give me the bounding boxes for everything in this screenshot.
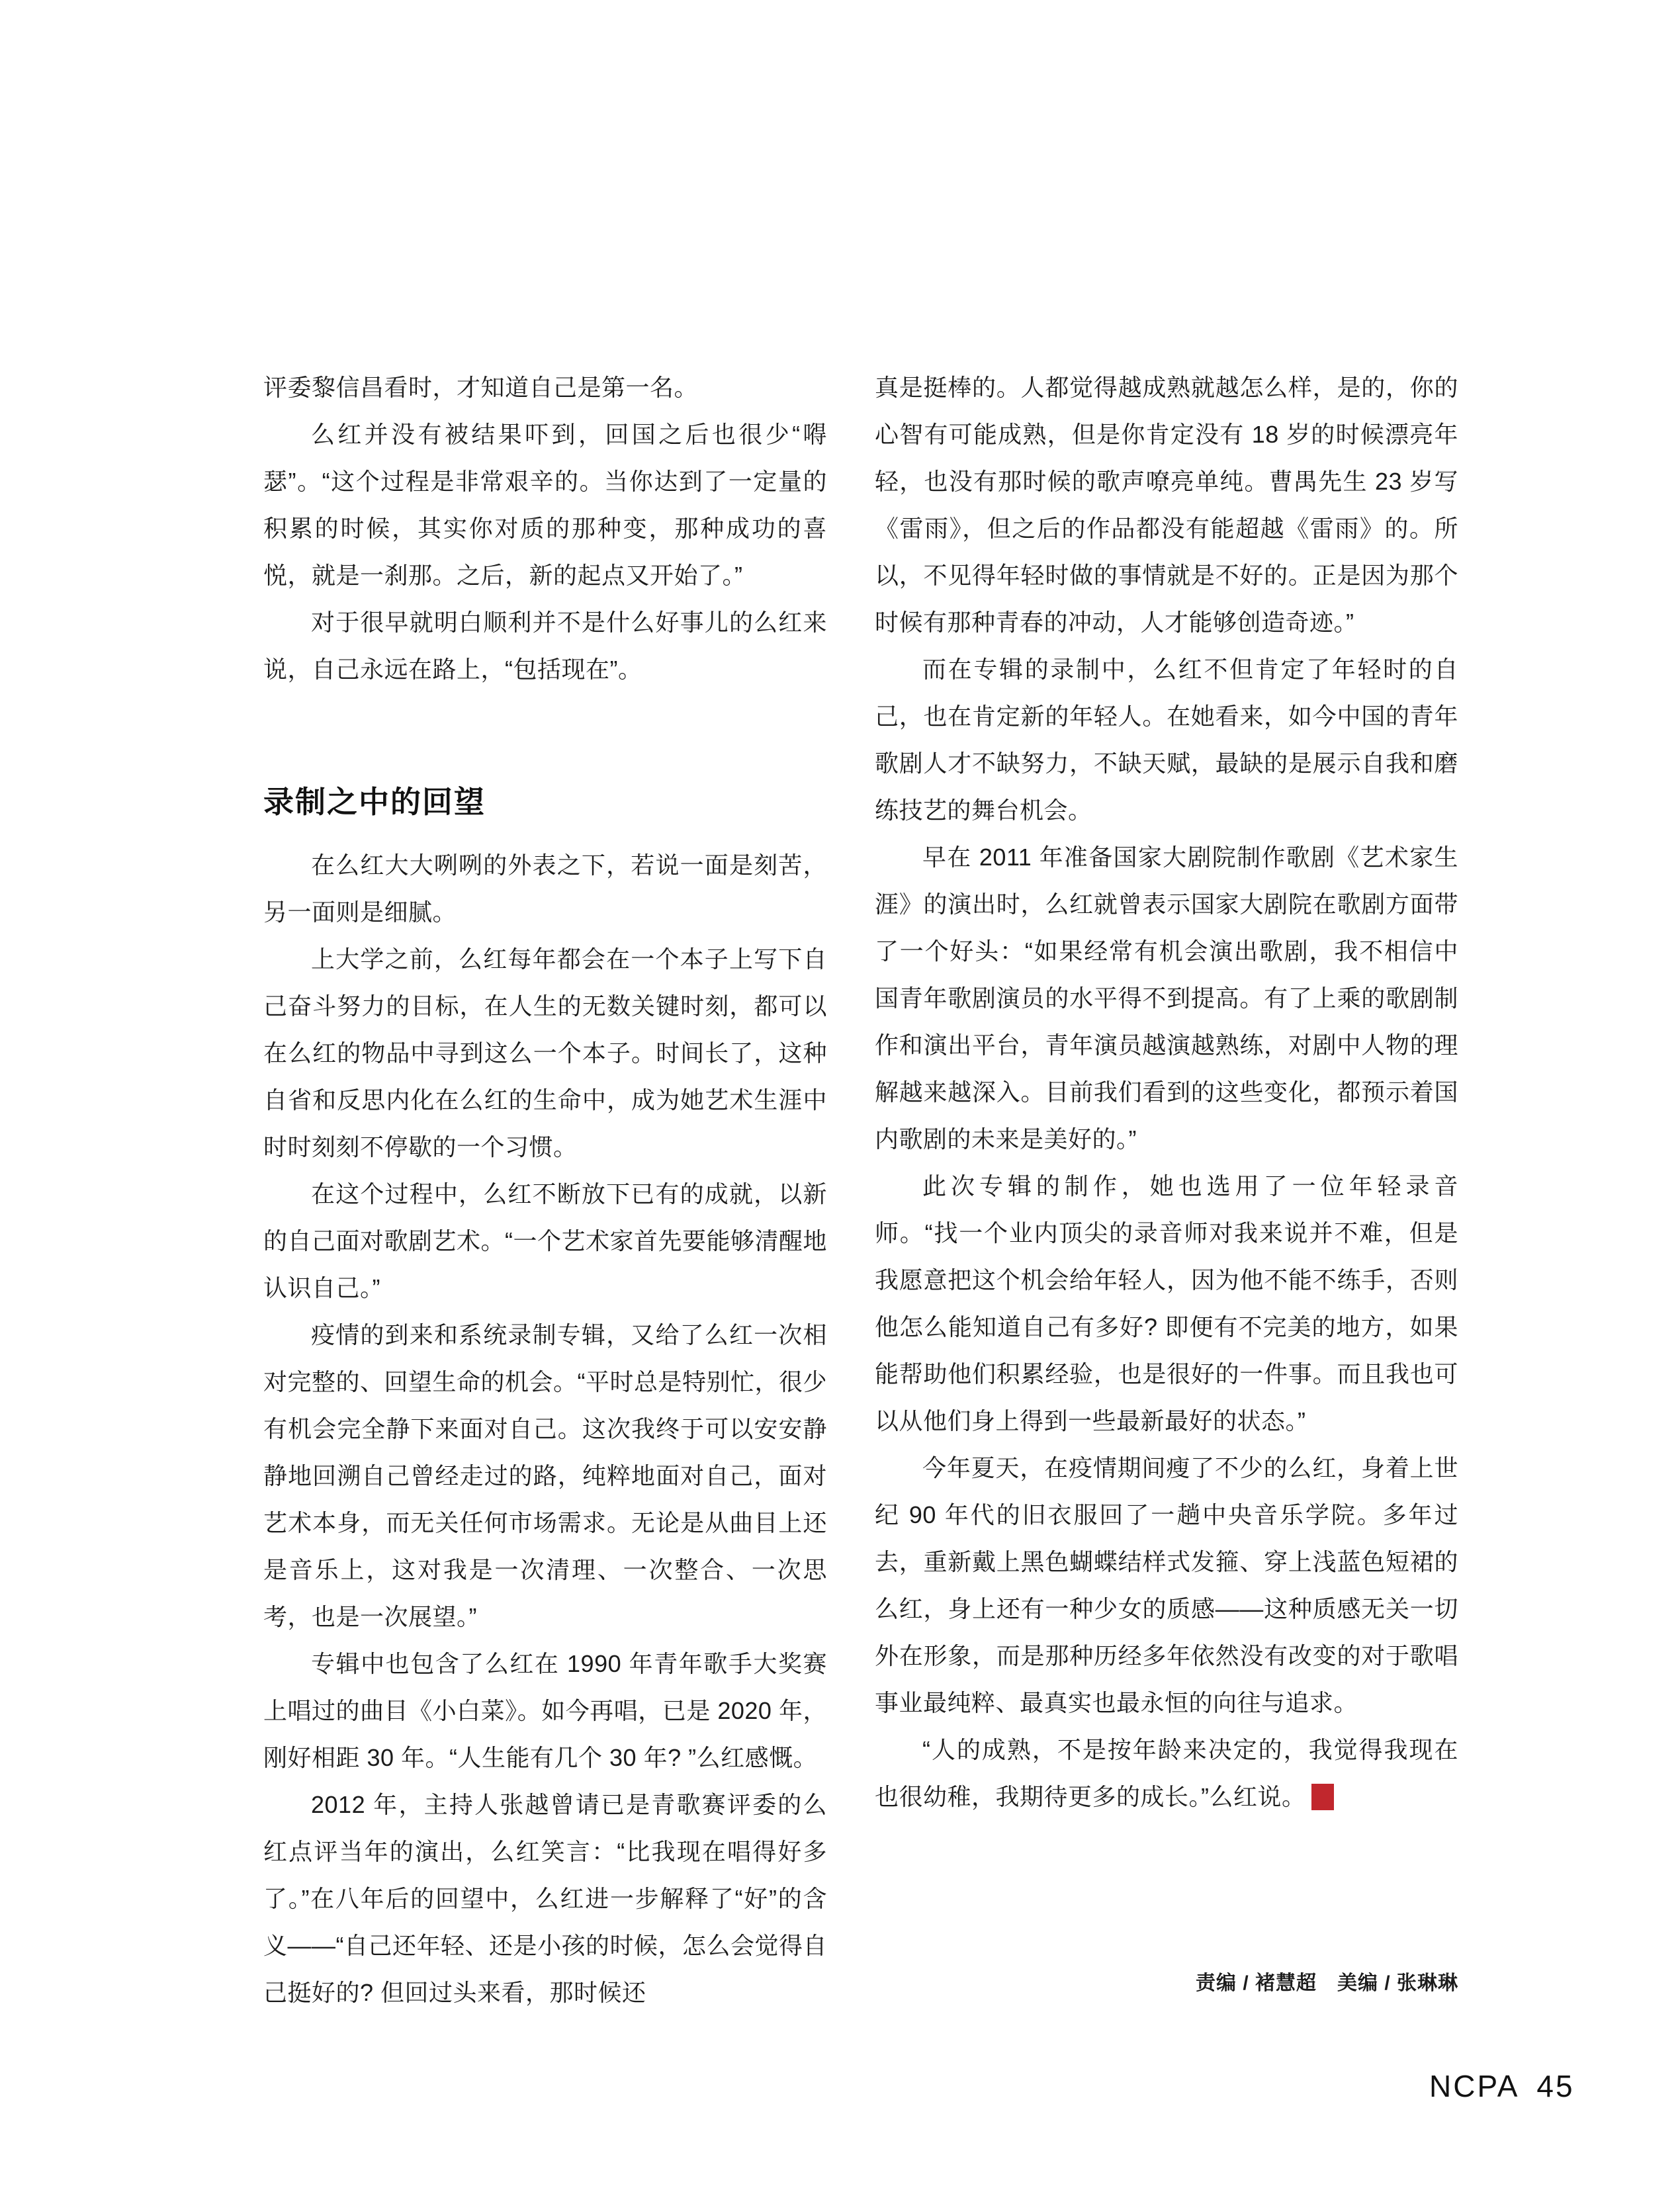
ncpa-seal-icon (1311, 1784, 1425, 1812)
left-column-top (263, 364, 827, 693)
page-footer (1429, 2068, 1575, 2104)
paragraph: 上大学之前，么红每年都会在一个本子上写下自己奋斗努力的目标，在人生的无数关键时刻，都可以在么红的物品中寻到这么一个本子。时间长了，这种自省和反思内化在么红的生命中，成为她艺术生涯中时时刻刻不停歇的一个习惯。 (263, 945, 827, 1160)
footer-page-number: 45 (1536, 2069, 1575, 2103)
paragraph: 今年夏天，在疫情期间瘦了不少的么红，身着上世纪 90 年代的旧衣服回了一趟中央音乐学院。多年过去，重新戴上黑色蝴蝶结样式发箍、穿上浅蓝色短裙的么红，身上还有一种少女的质感——这种质感无关一切外在形象，而是那种历经多年依然没有改变的对于歌唱事业最纯粹、最真实也最永恒的向往与追求。 (875, 1454, 1458, 1716)
footer-brand: NCPA (1429, 2069, 1520, 2103)
paragraph: 专辑中也包含了么红在 1990 年青年歌手大奖赛上唱过的曲目《小白菜》。如今再唱，已是 2020 年，刚好相距 30 年。“人生能有几个 30 年? ”么红感慨。 (263, 1650, 827, 1771)
paragraph: 在这个过程中，么红不断放下已有的成就，以新的自己面对歌剧艺术。“一个艺术家首先要能够清醒地认识自己。” (263, 1180, 827, 1301)
paragraph: 2012 年，主持人张越曾请已是青歌赛评委的么红点评当年的演出，么红笑言：“比我现在唱得好多了。”在八年后的回望中，么红进一步解释了“好”的含义——“自己还年轻、还是小孩的时候，怎么会觉得自己挺好的? 但回过头来看，那时候还 (263, 1791, 827, 2006)
paragraph: 此次专辑的制作，她也选用了一位年轻录音师。“找一个业内顶尖的录音师对我来说并不难，但是我愿意把这个机会给年轻人，因为他不能不练手，否则他怎么能知道自己有多好? 即便有不完美的地方，如果能帮助他们积累经验，也是很好的一件事。而且我也可以从他们身上得到一些最新最好的状态。” (875, 1172, 1458, 1434)
right-column (875, 364, 1458, 1820)
paragraph: 评委黎信昌看时，才知道自己是第一名。 (263, 374, 699, 401)
paragraph: 在么红大大咧咧的外表之下，若说一面是刻苦，另一面则是细腻。 (263, 852, 827, 926)
paragraph: 早在 2011 年准备国家大剧院制作歌剧《艺术家生涯》的演出时，么红就曾表示国家大剧院在歌剧方面带了一个好头：“如果经常有机会演出歌剧，我不相信中国青年歌剧演员的水平得不到提高。有了上乘的歌剧制作和演出平台，青年演员越演越熟练，对剧中人物的理解越来越深入。目前我们看到的这些变化，都预示着国内歌剧的未来是美好的。” (875, 844, 1458, 1153)
paragraph-text: “人的成熟，不是按年龄来决定的，我觉得我现在也很幼稚，我期待更多的成长。”么红说。 (875, 1736, 1458, 1810)
paragraph: 而在专辑的录制中，么红不但肯定了年轻时的自己，也在肯定新的年轻人。在她看来，如今中国的青年歌剧人才不缺努力，不缺天赋，最缺的是展示自我和磨练技艺的舞台机会。 (875, 656, 1458, 824)
left-column-bottom (263, 842, 827, 2016)
ncpa-seal-line2: PA (1358, 1799, 1375, 1812)
paragraph: 么红并没有被结果吓到，回国之后也很少“嘚瑟”。“这个过程是非常艰辛的。当你达到了一定量的积累的时候，其实你对质的那种变，那种成功的喜悦，就是一刹那。之后，新的起点又开始了。” (263, 421, 827, 589)
paragraph: 真是挺棒的。人都觉得越成熟就越怎么样，是的，你的心智有可能成熟，但是你肯定没有 18 岁的时候漂亮年轻，也没有那时候的歌声嘹亮单纯。曹禺先生 23 岁写《雷雨》，但之后的作品都没有能超越《雷雨》的。所以，不见得年轻时做的事情就是不好的。正是因为那个时候有那种青春的冲动，人才能够创造奇迹。” (875, 374, 1458, 636)
ncpa-seal-line1: NC (1359, 1784, 1426, 1799)
section-heading: 录制之中的回望 (263, 785, 486, 820)
credits-line: 责编 / 褚慧超 美编 / 张琳琳 (1195, 1972, 1458, 1994)
paragraph: 疫情的到来和系统录制专辑，又给了么红一次相对完整的、回望生命的机会。“平时总是特别忙，很少有机会完全静下来面对自己。这次我终于可以安安静静地回溯自己曾经走过的路，纯粹地面对自己，面对艺术本身，而无关任何市场需求。无论是从曲目上还是音乐上，这对我是一次清理、一次整合、一次思考，也是一次展望。” (263, 1321, 827, 1630)
paragraph: 对于很早就明白顺利并不是什么好事儿的么红来说，自己永远在路上，“包括现在”。 (263, 609, 827, 683)
paragraph (875, 1726, 1458, 1820)
